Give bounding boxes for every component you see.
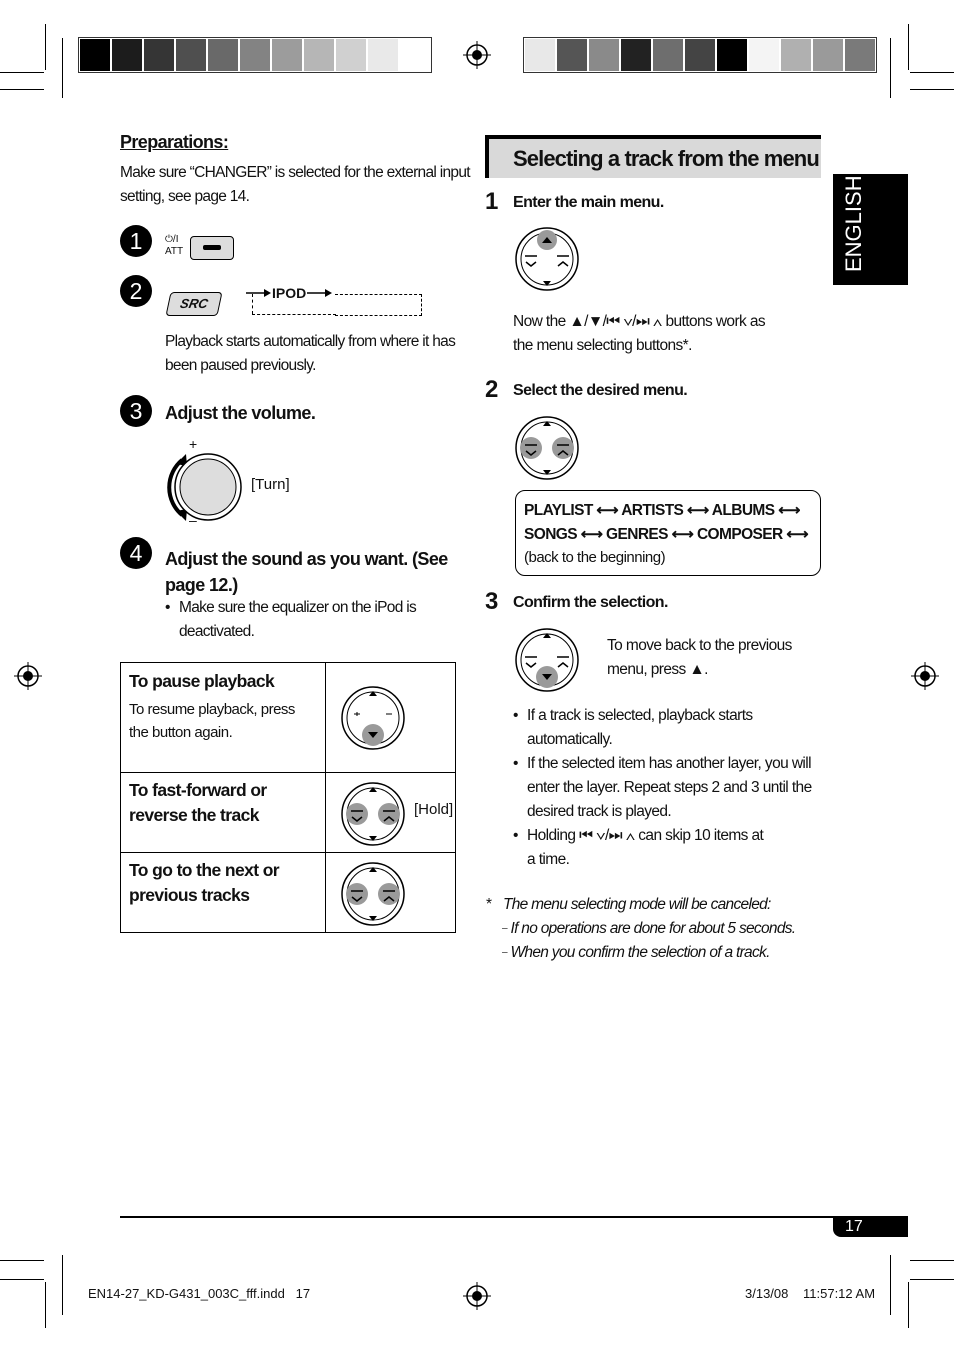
footnote bbox=[486, 893, 795, 965]
skip-buttons-icon: ⏮ ∨/⏭ ∧ bbox=[579, 827, 635, 844]
dash-icon: – bbox=[502, 923, 507, 934]
turn-label: [Turn] bbox=[251, 476, 290, 493]
preparations-line-2: setting, see page 14. bbox=[120, 188, 250, 205]
dash-icon: – bbox=[502, 947, 507, 958]
src-button[interactable] bbox=[165, 292, 222, 316]
text-pre: Now the bbox=[513, 313, 566, 330]
menu-item-genres: GENRES bbox=[606, 526, 668, 543]
control-pad-down-icon[interactable] bbox=[514, 627, 580, 693]
step-4-title-line-2: page 12.) bbox=[165, 575, 238, 595]
control-pad-skip-icon[interactable] bbox=[340, 781, 406, 847]
playback-controls-table bbox=[120, 662, 456, 933]
loop-arrow-up bbox=[252, 294, 253, 314]
right-step-3-bullets bbox=[527, 704, 827, 872]
bullet-line: desired track is played. bbox=[527, 803, 672, 820]
menu-cycle-box bbox=[515, 490, 821, 576]
preparations-heading: Preparations: bbox=[120, 132, 229, 152]
menu-row-2 bbox=[524, 523, 812, 547]
registration-mark-icon bbox=[463, 1282, 491, 1310]
menu-item-playlist: PLAYLIST bbox=[524, 502, 593, 519]
step-4-bullet-line-2: deactivated. bbox=[179, 623, 255, 640]
color-swatch bbox=[368, 39, 398, 71]
footnote-star: * bbox=[486, 896, 492, 913]
color-bar-left bbox=[78, 37, 432, 73]
step-4-bullet bbox=[179, 596, 416, 644]
bullet-line: • If the selected item has another layer, you will bbox=[527, 755, 811, 772]
menu-item-songs: SONGS bbox=[524, 526, 577, 543]
row-title: previous tracks bbox=[129, 885, 250, 905]
color-swatch bbox=[400, 39, 430, 71]
row-desc: the button again. bbox=[129, 724, 233, 741]
page-number: 17 bbox=[845, 1218, 863, 1235]
color-swatch bbox=[781, 39, 811, 71]
color-swatch bbox=[845, 39, 875, 71]
row-desc: To resume playback, press bbox=[129, 701, 295, 718]
volume-minus: – bbox=[189, 512, 197, 528]
arrow-right-icon bbox=[246, 287, 272, 299]
power-att-button[interactable] bbox=[190, 236, 234, 260]
color-swatch bbox=[749, 39, 779, 71]
registration-mark-icon bbox=[911, 662, 939, 690]
ipod-label: IPOD bbox=[272, 285, 307, 301]
row-title: To go to the next or bbox=[129, 860, 280, 880]
section-header bbox=[485, 135, 821, 178]
preparations-line-1: Make sure “CHANGER” is selected for the external input bbox=[120, 164, 470, 181]
step-3-title: Adjust the volume. bbox=[165, 403, 316, 423]
color-swatch bbox=[685, 39, 715, 71]
color-swatch bbox=[304, 39, 334, 71]
file-info: EN14-27_KD-G431_003C_fff.indd 17 bbox=[88, 1286, 311, 1301]
footnote-line-2: If no operations are done for about 5 seconds. bbox=[510, 920, 796, 937]
att-label: ATT bbox=[165, 246, 184, 257]
table-row bbox=[121, 853, 456, 933]
bullet-line: automatically. bbox=[527, 731, 613, 748]
src-label: SRC bbox=[178, 296, 210, 311]
right-step-1-number: 1 bbox=[485, 188, 499, 215]
footnote-line-3: When you confirm the selection of a track. bbox=[510, 944, 770, 961]
color-swatch bbox=[144, 39, 174, 71]
menu-note: (back to the beginning) bbox=[524, 549, 666, 566]
step-2-text bbox=[165, 330, 465, 378]
row-title: To fast-forward or bbox=[129, 780, 267, 800]
control-pad-skip-icon[interactable] bbox=[340, 861, 406, 927]
bullet-line: a time. bbox=[527, 851, 570, 868]
row-title: To pause playback bbox=[129, 671, 275, 691]
right-step-1-text bbox=[513, 310, 828, 358]
arrow-right-icon bbox=[307, 287, 333, 299]
right-step-1-title: Enter the main menu. bbox=[513, 194, 664, 211]
color-swatch bbox=[80, 39, 110, 71]
menu-item-composer: COMPOSER bbox=[696, 526, 783, 543]
print-date: 3/13/08 bbox=[745, 1286, 789, 1301]
bullet-text: Holding bbox=[527, 827, 576, 844]
volume-knob-icon[interactable] bbox=[162, 440, 252, 530]
registration-mark-icon bbox=[463, 41, 491, 69]
color-swatch bbox=[240, 39, 270, 71]
double-arrow-icon: ⟷ bbox=[778, 502, 800, 519]
step-1-number: 1 bbox=[120, 225, 152, 257]
menu-row-1 bbox=[524, 499, 812, 523]
bullet-text: can skip 10 items at bbox=[638, 827, 764, 844]
control-pad-up-icon[interactable] bbox=[514, 226, 580, 292]
color-swatch bbox=[272, 39, 302, 71]
right-step-3-number: 3 bbox=[485, 588, 499, 615]
color-swatch bbox=[208, 39, 238, 71]
double-arrow-icon: ⟷ bbox=[671, 526, 694, 543]
hold-label: [Hold] bbox=[414, 801, 454, 818]
step-2-line-2: been paused previously. bbox=[165, 357, 316, 374]
step-2-line-1: Playback starts automatically from where it has bbox=[165, 333, 456, 350]
step-4-number: 4 bbox=[120, 537, 152, 569]
double-arrow-icon: ⟷ bbox=[786, 526, 808, 543]
page-number-tab bbox=[833, 1217, 908, 1237]
english-tab bbox=[833, 174, 908, 285]
step-3-number: 3 bbox=[120, 395, 152, 427]
bullet-line: • If a track is selected, playback starts bbox=[527, 707, 753, 724]
footer-rule bbox=[120, 1216, 908, 1218]
step-4-title-line-1: Adjust the sound as you want. (See bbox=[165, 549, 448, 569]
color-swatch bbox=[557, 39, 587, 71]
double-arrow-icon: ⟷ bbox=[580, 526, 603, 543]
double-arrow-icon: ⟷ bbox=[596, 502, 619, 519]
double-arrow-icon: ⟷ bbox=[687, 502, 709, 519]
loop-arrow-back bbox=[252, 314, 336, 315]
control-pad-skip-icon[interactable] bbox=[514, 415, 580, 481]
color-bar-right bbox=[523, 37, 877, 73]
step-4-title bbox=[165, 546, 448, 598]
right-step-3-side bbox=[607, 634, 792, 682]
registration-mark-icon bbox=[14, 662, 42, 690]
english-tab-label: ENGLISH bbox=[841, 175, 866, 272]
color-swatch bbox=[336, 39, 366, 71]
step-4-bullet-line-1: • Make sure the equalizer on the iPod is bbox=[179, 599, 417, 616]
right-step-2-number: 2 bbox=[485, 376, 499, 403]
print-time: 11:57:12 AM bbox=[803, 1286, 876, 1301]
color-swatch bbox=[589, 39, 619, 71]
right-step-1-line-2: the menu selecting buttons*. bbox=[513, 337, 692, 354]
side-line-1: To move back to the previous bbox=[607, 637, 792, 654]
color-swatch bbox=[717, 39, 747, 71]
list-item bbox=[527, 824, 827, 872]
list-item bbox=[527, 704, 827, 752]
color-swatch bbox=[176, 39, 206, 71]
list-item bbox=[527, 752, 827, 824]
text-post: buttons work as bbox=[665, 313, 766, 330]
step-2-number: 2 bbox=[120, 275, 152, 307]
color-swatch bbox=[653, 39, 683, 71]
table-row bbox=[121, 773, 456, 853]
bullet-line: enter the layer. Repeat steps 2 and 3 until the bbox=[527, 779, 812, 796]
volume-plus: + bbox=[189, 436, 198, 452]
loop-arrow bbox=[335, 294, 422, 316]
table-row bbox=[121, 663, 456, 773]
right-step-2-title: Select the desired menu. bbox=[513, 382, 688, 399]
color-swatch bbox=[112, 39, 142, 71]
power-label: ⏻/I bbox=[165, 234, 179, 245]
row-title: reverse the track bbox=[129, 805, 259, 825]
side-line-2: menu, press ▲. bbox=[607, 661, 708, 678]
footnote-line-1: The menu selecting mode will be canceled: bbox=[502, 896, 771, 913]
right-step-3-title: Confirm the selection. bbox=[513, 594, 668, 611]
color-swatch bbox=[525, 39, 555, 71]
preparations-text bbox=[120, 161, 470, 209]
button-symbols-icon: ▲/▼/⏮ ∨/⏭ ∧ bbox=[569, 313, 662, 330]
menu-item-albums: ALBUMS bbox=[711, 502, 775, 519]
color-swatch bbox=[621, 39, 651, 71]
power-att-label bbox=[165, 234, 183, 258]
section-title: Selecting a track from the menu bbox=[513, 146, 819, 171]
control-pad-down-icon[interactable] bbox=[340, 685, 406, 751]
color-swatch bbox=[813, 39, 843, 71]
menu-item-artists: ARTISTS bbox=[621, 502, 684, 519]
